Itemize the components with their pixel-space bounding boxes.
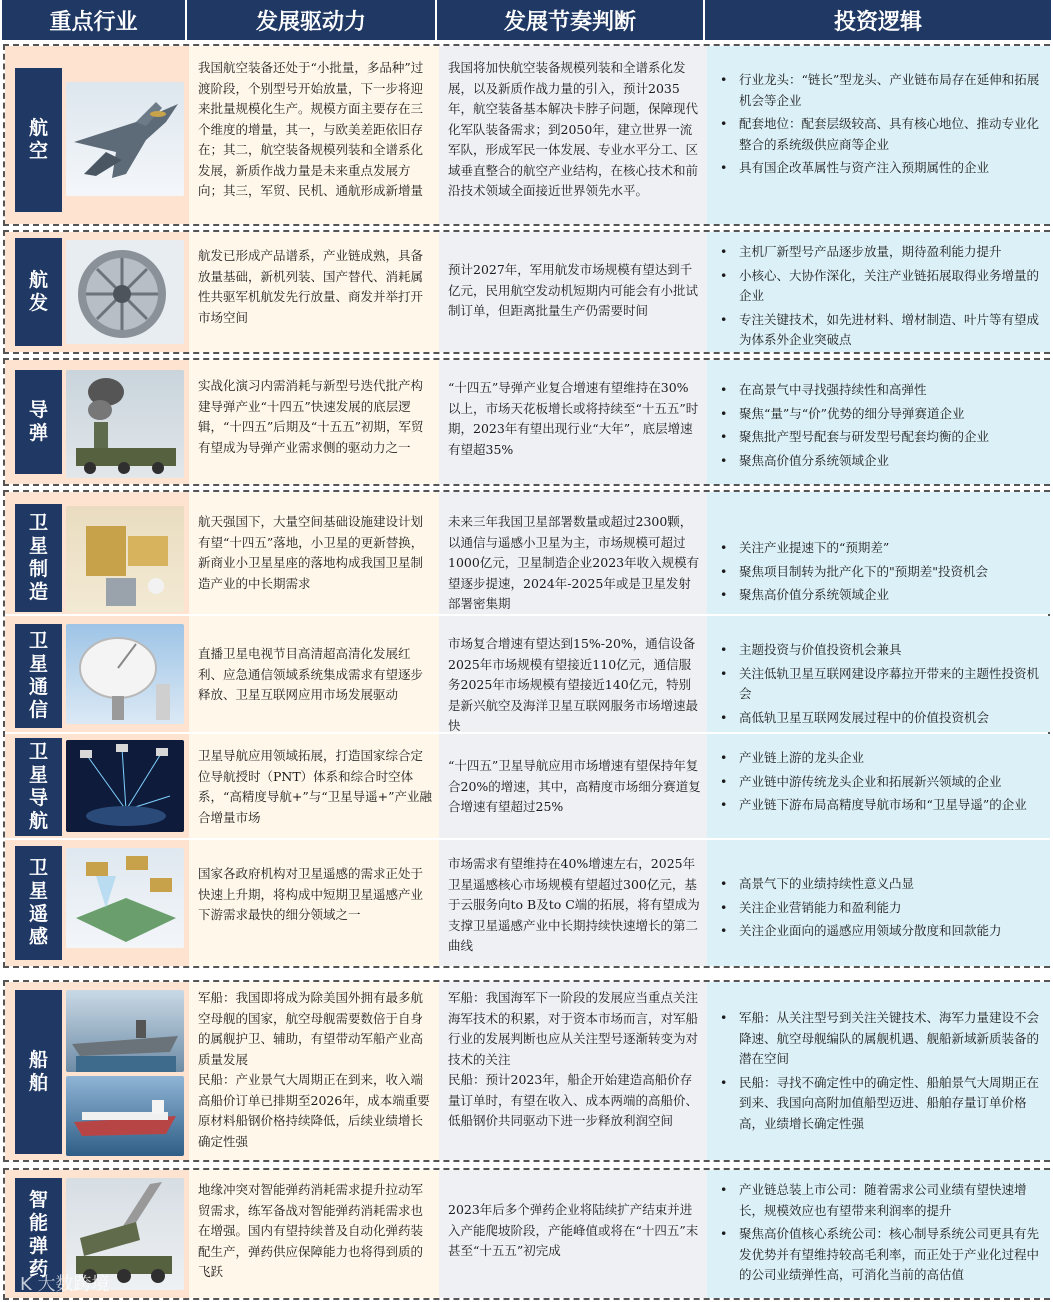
industry-label: 卫星制造 — [15, 504, 62, 612]
drive-text: 航发已形成产品谱系，产业链成熟，具备放量基础，新机列装、国产替代、消耗属性共驱军机航发先行放量、商发并举打开市场空间 — [198, 248, 424, 325]
rhythm-text: 市场需求有望维持在40%增速左右，2025年卫星遥感核心市场规模有望超过300亿元，基于云服务向to B及to C端的拓展，将有望成为支撑卫星遥感产业中长期持续快速增长的第二曲线 — [448, 856, 700, 953]
logic-item: • 民船：寻找不确定性中的确定性、船舶景气大周期正在到来、我国向高附加值船型迈进、船舶存量订单价格高，业绩增长确定性强 — [717, 1073, 1044, 1135]
logic-cell — [707, 232, 1050, 352]
industry-cell — [5, 360, 189, 484]
rhythm-cell — [439, 232, 707, 352]
header-key-industry: 重点行业 — [2, 0, 185, 40]
logic-list — [707, 874, 1050, 945]
rhythm-text: 未来三年我国卫星部署数量或超过2300颗，以通信与遥感小卫星为主，市场规模可超过1000亿元，卫星制造企业2023年收入规模有望逐步提速，2024年-2025年或是卫星发射部署密集期 — [448, 514, 700, 611]
row-smart-ammo — [3, 1168, 1050, 1300]
rhythm-text: 预计2027年，军用航发市场规模有望达到千亿元，民用航空发动机短期内可能会有小批试制订单，但距离批量生产仍需要时间 — [448, 262, 699, 318]
drive-text: 军船：我国即将成为除美国外拥有最多航空母舰的国家，航空母舰需要数倍于自身的属舰护卫、辅助，有望带动军船产业高质量发展 民船：产业景气大周期正在到来，收入端高船价订单已排期至2026年，成本端重要原材料船钢价格持续降低，后续业绩增长确定性强 — [198, 990, 430, 1149]
logic-item: • 聚焦项目制转为批产化下的"预期差"投资机会 — [717, 562, 1044, 583]
drive-text: 地缘冲突对智能弹药消耗需求提升拉动军贸需求，练军备战对智能弹药消耗需求也在增强。国内有望持续普及自动化弹药装配生产，弹药供应保障能力也将得到质的飞跃 — [198, 1182, 424, 1279]
industry-label: 航空 — [15, 68, 62, 212]
header-drive-force: 发展驱动力 — [187, 0, 435, 40]
rhythm-text: “十四五”卫星导航应用市场增速有望保持年复合20%的增速，其中，高精度市场细分赛道复合增速有望超过25% — [448, 758, 701, 814]
drive-cell — [189, 1170, 439, 1298]
logic-item: • 聚焦高价值核心系统公司：核心制导系统公司更具有先发优势并有望维持较高毛利率，而正处于产业化过程中的公司业绩弹性高，可消化当前的高估值 — [717, 1224, 1044, 1286]
logic-list — [707, 70, 1050, 182]
logic-item: • 专注关键技术，如先进材料、增材制造、叶片等有望成为体系外企业突破点 — [717, 310, 1044, 351]
industry-cell — [5, 734, 189, 838]
logic-item: • 产业链下游布局高精度导航市场和“卫星导遥”的企业 — [717, 795, 1044, 816]
rhythm-text: 军船：我国海军下一阶段的发展应当重点关注海军技术的积累，对于资本市场而言，对军船行业的发展判断也应从关注型号逐渐转变为对技术的关注 民船：预计2023年，船企开始建造高船价存量订单时，有望在收入、成本两端的高船价、低船钢价共同驱动下进一步释放利润空间 — [448, 990, 699, 1128]
drive-cell — [189, 232, 439, 352]
rhythm-cell — [439, 616, 707, 732]
cargo-ship-image — [66, 1076, 184, 1156]
drive-text: 实战化演习内需消耗与新型号迭代批产构建导弹产业“十四五”快速发展的底层逻辑，“十四五”后期及“十五五”初期，军贸有望成为导弹产业需求侧的驱动力之一 — [198, 378, 424, 455]
logic-item: • 聚焦批产型号配套与研发型号配套均衡的企业 — [717, 427, 1044, 448]
row-ship — [3, 980, 1050, 1162]
logic-cell — [707, 616, 1050, 732]
logic-item: • 聚焦“量”与“价”优势的细分导弹赛道企业 — [717, 404, 1044, 425]
logic-item: • 聚焦高价值分系统领域企业 — [717, 585, 1044, 606]
logic-item: • 关注企业营销能力和盈利能力 — [717, 898, 1044, 919]
rhythm-cell — [439, 734, 707, 838]
industry-label: 导弹 — [15, 370, 62, 474]
watermark-text: K 大数跨境 — [20, 1274, 110, 1295]
logic-item: • 聚焦高价值分系统领域企业 — [717, 451, 1044, 472]
logic-item: • 关注企业面向的遥感应用领域分散度和回款能力 — [717, 921, 1044, 942]
drive-cell — [189, 734, 439, 838]
row-aviation — [3, 44, 1050, 226]
navigation-satellite-image — [66, 740, 184, 832]
rhythm-cell — [439, 982, 707, 1160]
rhythm-cell — [439, 46, 707, 224]
logic-item: • 具有国企改革属性与资产注入预期属性的企业 — [717, 158, 1044, 179]
logic-item: • 主机厂新型号产品逐步放量，期待盈利能力提升 — [717, 242, 1044, 263]
drive-cell — [189, 840, 439, 966]
logic-item: • 在高景气中寻找强持续性和高弹性 — [717, 380, 1044, 401]
logic-item: • 高景气下的业绩持续性意义凸显 — [717, 874, 1044, 895]
logic-cell — [707, 982, 1050, 1160]
missile-launcher-image — [66, 370, 184, 478]
logic-cell — [707, 492, 1050, 614]
rhythm-cell — [439, 492, 707, 614]
logic-list — [707, 1180, 1050, 1289]
drive-cell — [189, 492, 439, 614]
logic-item: • 军船：从关注型号到关注关键技术、海军力量建设不会降速、航空母舰编队的属舰机遇、舰船新域新质装备的潜在空间 — [717, 1008, 1044, 1070]
logic-item: • 产业链总装上市公司：随着需求公司业绩有望快速增长，规模效应也有望带来利润率的提升 — [717, 1180, 1044, 1221]
satellite-dish-image — [66, 624, 184, 724]
logic-list — [707, 380, 1050, 474]
rhythm-text: 2023年后多个弹药企业将陆续扩产结束并进入产能爬坡阶段，产能峰值或将在“十四五”末甚至“十五五”初完成 — [448, 1202, 699, 1258]
drive-text: 直播卫星电视节目高清超高清化发展红利、应急通信领域系统集成需求有望逐步释放、卫星互联网应用市场发展驱动 — [198, 646, 424, 702]
logic-item: • 配套地位：配套层级较高、具有核心地位、推动专业化整合的系统级供应商等企业 — [717, 114, 1044, 155]
jet-engine-image — [66, 240, 184, 344]
industry-cell — [5, 492, 189, 614]
drive-text: 我国航空装备还处于“小批量，多品种”过渡阶段，个别型号开始放量，下一步将迎来批量规模化生产。规模方面主要存在三个维度的增量，其一，与欧美差距依旧存在；其二，航空装备规模列装和全谱系化发展，新质作战力量是未来重点发展方向；其三，军贸、民机、通航形成新增量 — [198, 60, 424, 198]
industry-label: 卫星遥感 — [15, 846, 62, 960]
logic-list — [707, 748, 1050, 819]
industry-cell — [5, 840, 189, 966]
rhythm-cell — [439, 840, 707, 966]
row-engine — [3, 230, 1050, 354]
remote-sensing-image — [66, 848, 184, 948]
header-invest-logic: 投资逻辑 — [705, 0, 1051, 40]
industry-cell — [5, 232, 189, 352]
logic-list — [707, 242, 1050, 354]
logic-list — [707, 1008, 1050, 1137]
industry-cell — [5, 982, 189, 1160]
industry-cell — [5, 46, 189, 224]
logic-item: • 关注产业提速下的“预期差” — [717, 538, 1044, 559]
logic-item: • 关注低轨卫星互联网建设序幕拉开带来的主题性投资机会 — [717, 664, 1044, 705]
logic-item: • 产业链中游传统龙头企业和拓展新兴领域的企业 — [717, 772, 1044, 793]
logic-cell — [707, 840, 1050, 966]
logic-item: • 行业龙头：“链长”型龙头、产业链布局存在延伸和拓展机会等企业 — [717, 70, 1044, 111]
rhythm-cell — [439, 1170, 707, 1298]
rhythm-text: 市场复合增速有望达到15%-20%，通信设备2025年市场规模有望接近110亿元，通信服务2025年市场规模有望接近140亿元，特别是新兴航空及海洋卫星互联网服务市场增速最快 — [448, 636, 699, 733]
logic-list — [707, 640, 1050, 731]
rhythm-text: 我国将加快航空装备规模列装和全谱系化发展，以及新质作战力量的引入，预计2035年，航空装备基本解决卡脖子问题，保障现代化军队装备需求；到2050年，建立世界一流军队，形成军民一体发展、专业水平分工、区域垂直整合的航空产业结构，在核心技术和前沿技术领域全面接近世界领先水平。 — [448, 60, 699, 198]
satellite-assembly-image — [66, 506, 184, 612]
industry-label: 航发 — [15, 238, 62, 346]
fighter-jet-image — [66, 82, 184, 196]
industry-label: 智能弹药 — [15, 1178, 62, 1292]
aircraft-carrier-image — [66, 990, 184, 1072]
rhythm-text: “十四五”导弹产业复合增速有望维持在30%以上，市场天花板增长或将持续至“十五五”时期，2023年有望出现行业“大年”，底层增速有望超35% — [448, 380, 699, 457]
industry-cell — [5, 616, 189, 732]
logic-item: • 主题投资与价值投资机会兼具 — [717, 640, 1044, 661]
row-satellites — [3, 490, 1050, 968]
drive-text: 国家各政府机构对卫星遥感的需求正处于快速上升期，将构成中短期卫星遥感产业下游需求最快的细分领域之一 — [198, 866, 424, 922]
drive-cell — [189, 46, 439, 224]
drive-text: 航天强国下，大量空间基础设施建设计划有望“十四五”落地，小卫星的更新替换，新商业小卫星星座的落地构成我国卫星制造产业的中长期需求 — [198, 514, 424, 591]
logic-cell — [707, 360, 1050, 484]
logic-item: • 小核心、大协作深化，关注产业链拓展取得业务增量的企业 — [717, 266, 1044, 307]
row-missile — [3, 358, 1050, 486]
industry-label: 卫星通信 — [15, 624, 62, 728]
drive-text: 卫星导航应用领域拓展，打造国家综合定位导航授时（PNT）体系和综合时空体系，“高精度导航+”与“卫星导遥+”产业融合增量市场 — [198, 748, 433, 825]
logic-item: • 产业链上游的龙头企业 — [717, 748, 1044, 769]
drive-cell — [189, 616, 439, 732]
industry-label: 卫星导航 — [15, 738, 62, 836]
drive-cell — [189, 360, 439, 484]
logic-list — [707, 538, 1050, 609]
logic-cell — [707, 46, 1050, 224]
logic-item: • 高低轨卫星互联网发展过程中的价值投资机会 — [717, 708, 1044, 729]
rhythm-cell — [439, 360, 707, 484]
header-rhythm: 发展节奏判断 — [437, 0, 703, 40]
logic-cell — [707, 734, 1050, 838]
drive-cell — [189, 982, 439, 1160]
industry-label: 船舶 — [15, 990, 62, 1154]
logic-cell — [707, 1170, 1050, 1298]
